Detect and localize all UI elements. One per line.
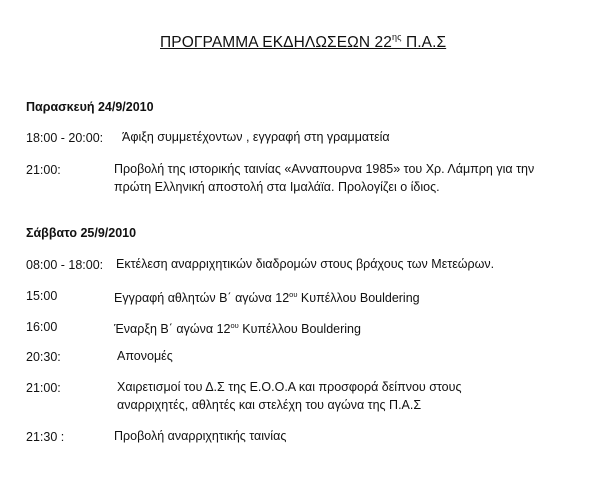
event-time: 16:00 xyxy=(26,320,58,334)
event-time: 21:00: xyxy=(26,381,61,395)
event-description xyxy=(114,286,420,307)
title-suffix: Π.Α.Σ xyxy=(401,34,447,51)
event-time: 18:00 - 20:00: xyxy=(26,131,104,145)
day-heading-friday: Παρασκευή 24/9/2010 xyxy=(26,100,154,114)
title-ordinal: ης xyxy=(391,32,402,42)
event-description: Απονομές xyxy=(117,349,173,363)
event-description: Άφιξη συμμετέχοντων , εγγραφή στη γραμματεία xyxy=(122,130,390,144)
desc-text: Κυπέλλου Bouldering xyxy=(238,322,361,336)
event-description-line-1: Προβολή της ιστορικής ταινίας «Ανναπουρνα 1985» του Χρ. Λάμπρη για την xyxy=(114,162,535,176)
ordinal-suffix: ου xyxy=(230,321,239,330)
event-description-line-2: πρώτη Ελληνική αποστολή στα Ιμαλάϊα. Προλογίζει ο ίδιος. xyxy=(114,180,440,194)
event-description: Εκτέλεση αναρριχητικών διαδρομών στους βράχους των Μετεώρων. xyxy=(116,257,495,271)
title-text: ΠΡΟΓΡΑΜΜΑ ΕΚΔΗΛΩΣΕΩΝ 22 xyxy=(160,34,392,51)
event-time: 21:00: xyxy=(26,163,61,177)
event-description-line-1: Χαιρετισμοί του Δ.Σ της Ε.Ο.Ο.Α και προσφορά δείπνου στους xyxy=(117,380,462,394)
event-description xyxy=(114,317,361,338)
desc-text: Κυπέλλου Bouldering xyxy=(297,291,420,305)
event-time: 21:30 : xyxy=(26,430,65,444)
event-description: Προβολή αναρριχητικής ταινίας xyxy=(114,429,287,443)
page-title xyxy=(160,32,446,52)
event-time: 20:30: xyxy=(26,350,61,364)
event-time: 08:00 - 18:00: xyxy=(26,258,104,272)
ordinal-suffix: ου xyxy=(289,290,298,299)
day-heading-saturday: Σάββατο 25/9/2010 xyxy=(26,226,137,240)
desc-text: Εγγραφή αθλητών Β΄ αγώνα 12 xyxy=(114,291,290,305)
event-description-line-2: αναρριχητές, αθλητές και στελέχη του αγώνα της Π.Α.Σ xyxy=(117,398,422,412)
event-time: 15:00 xyxy=(26,289,58,303)
desc-text: Έναρξη Β΄ αγώνα 12 xyxy=(114,322,231,336)
